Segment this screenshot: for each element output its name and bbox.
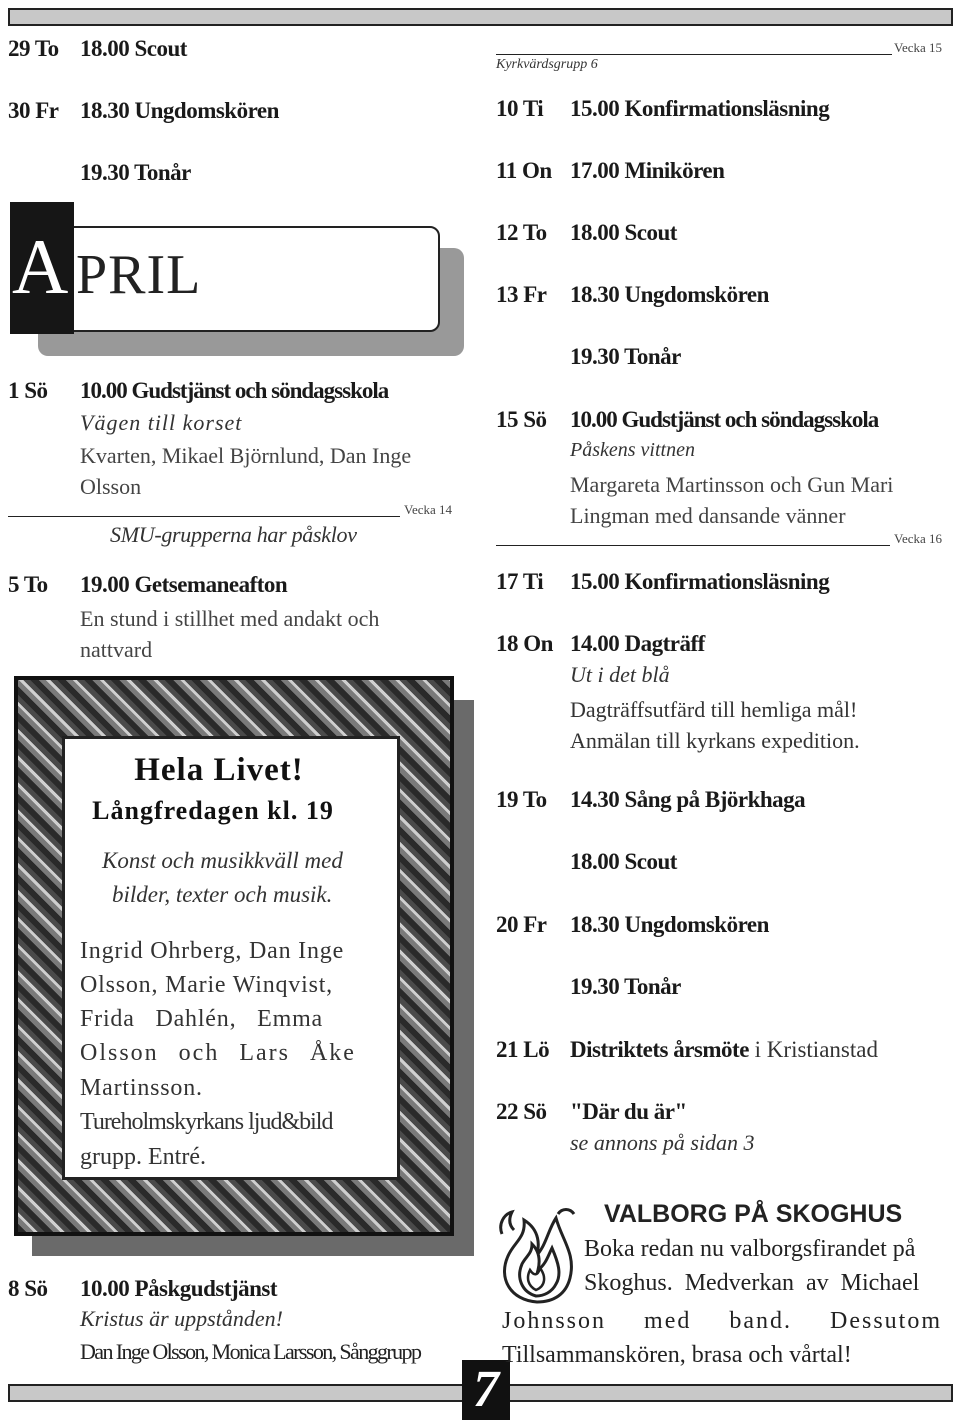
valborg-text: Johnsson med band. Dessutom [502,1308,942,1334]
day-label: 22 Sö [496,1099,547,1124]
event-title: 18.30 Ungdomskören [570,912,769,937]
week-divider [496,54,892,55]
week-label: Vecka 16 [894,531,943,546]
event-people: Kvarten, Mikael Björnlund, Dan Inge [80,443,412,468]
event-title: 19.00 Getsemaneafton [80,572,288,597]
notice-text: SMU-grupperna har påsklov [110,522,357,547]
frame-subtitle: Långfredagen kl. 19 [92,796,334,825]
frame-participants: Frida Dahlén, Emma [80,1006,324,1032]
event-title: 10.00 Gudstjänst och söndagsskola [570,407,879,432]
event-line [570,1037,878,1063]
event-title: 14.30 Sång på Björkhaga [570,787,806,812]
frame-participants: Olsson, Marie Winqvist, [80,972,333,998]
day-label: 29 To [8,36,59,61]
month-initial: A [12,223,69,310]
valborg-text: Skoghus. Medverkan av Michael [584,1270,920,1296]
event-people: Lingman med dansande vänner [570,503,846,528]
day-label: 10 Ti [496,96,544,121]
top-rule-bar [8,8,953,26]
event-title: 15.00 Konfirmationsläsning [570,569,830,594]
week-divider [496,545,890,546]
day-label: 30 Fr [8,98,59,123]
day-label: 12 To [496,220,547,245]
frame-participants: Martinsson. [80,1075,203,1101]
valborg-text: Tillsammanskören, brasa och vårtal! [502,1342,852,1368]
event-people: Margareta Martinsson och Gun Mari [570,472,894,497]
day-label: 8 Sö [8,1276,48,1301]
day-label: 20 Fr [496,912,547,937]
day-label: 11 On [496,158,552,183]
event-title: 18.00 Scout [570,220,677,245]
event-text: Anmälan till kyrkans expedition. [570,728,860,753]
event-title: 19.30 Tonår [80,160,191,185]
event-text: nattvard [80,637,153,662]
frame-participants: Ingrid Ohrberg, Dan Inge [80,938,345,964]
day-label: 13 Fr [496,282,547,307]
event-title: 19.30 Tonår [570,344,681,369]
frame-description: Konst och musikkväll med [102,848,343,873]
event-theme: Kristus är uppstånden! [80,1306,283,1331]
day-label: 1 Sö [8,378,48,403]
event-people: Olsson [80,474,142,499]
week-divider [8,516,400,517]
group-label: Kyrkvärdsgrupp 6 [496,57,598,72]
event-theme: Påskens vittnen [570,439,695,461]
week-label: Vecka 15 [894,40,943,55]
event-title: 17.00 Minikören [570,158,725,183]
valborg-title: VALBORG PÅ SKOGHUS [604,1200,903,1228]
day-label: 15 Sö [496,407,547,432]
event-title: 18.30 Ungdomskören [570,282,769,307]
valborg-text: Boka redan nu valborgsfirandet på [584,1236,916,1262]
frame-participants: grupp. Entré. [80,1144,206,1170]
event-title: 19.30 Tonår [570,974,681,999]
day-label: 19 To [496,787,547,812]
month-name: PRIL [76,244,202,306]
day-label: 5 To [8,572,48,597]
event-title: 14.00 Dagträff [570,631,705,656]
event-title: 18.00 Scout [570,849,677,874]
event-title: 18.00 Scout [80,36,187,61]
day-label: 21 Lö [496,1037,550,1062]
event-people: Dan Inge Olsson, Monica Larsson, Sånggrupp [80,1339,421,1364]
day-label: 18 On [496,631,553,656]
frame-description: bilder, texter och musik. [112,882,333,907]
event-title: 10.00 Gudstjänst och söndagsskola [80,378,389,403]
fire-icon [496,1200,578,1304]
page-number: 7 [462,1360,510,1420]
event-title: 15.00 Konfirmationsläsning [570,96,830,121]
event-text: En stund i stillhet med andakt och [80,606,380,631]
event-title: Distriktets årsmöte [570,1037,749,1062]
event-theme: Ut i det blå [570,662,670,687]
frame-participants: Olsson och Lars Åke [80,1040,356,1066]
event-location: i Kristianstad [748,1037,878,1062]
event-title: "Där du är" [570,1099,687,1124]
frame-participants: Tureholmskyrkans ljud&bild [80,1109,333,1135]
week-label: Vecka 14 [404,502,453,517]
frame-title: Hela Livet! [134,752,304,788]
event-title: 10.00 Påskgudstjänst [80,1276,278,1301]
event-note: se annons på sidan 3 [570,1130,755,1155]
event-title: 18.30 Ungdomskören [80,98,279,123]
event-theme: Vägen till korset [80,410,243,435]
event-text: Dagträffsutfärd till hemliga mål! [570,697,858,722]
day-label: 17 Ti [496,569,544,594]
